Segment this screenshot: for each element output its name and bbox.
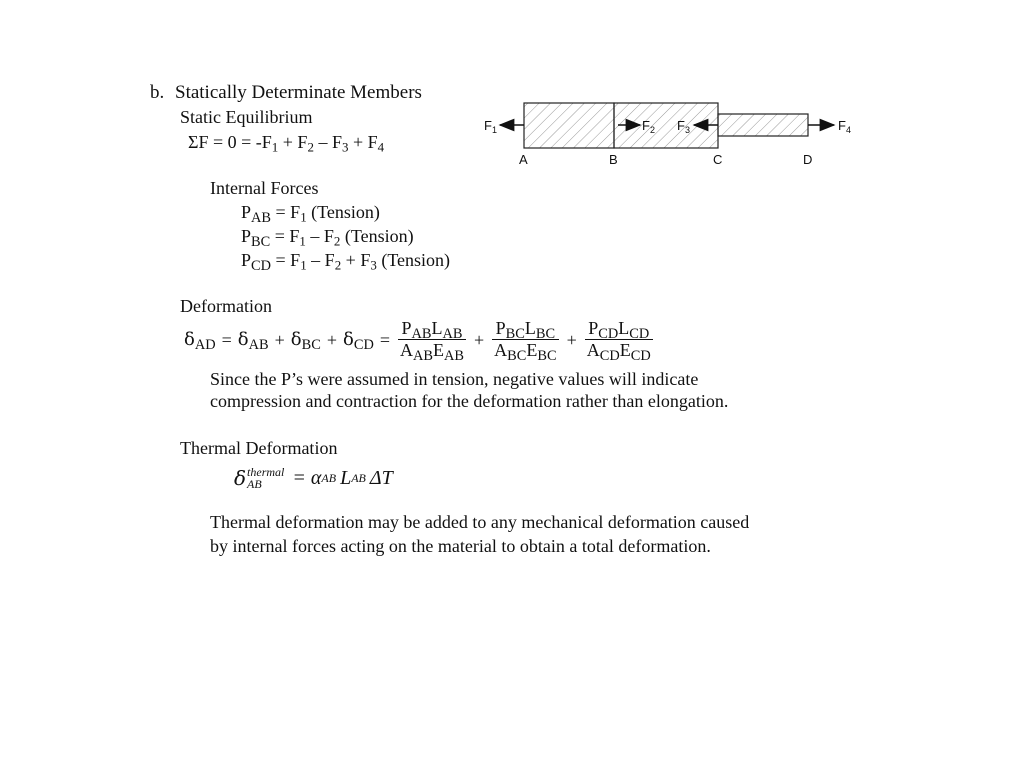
thermal-rhs-alpha: = α [292,467,322,489]
equilibrium-equation [188,131,384,153]
eq-term-3: – F [313,132,342,152]
delta-cd: $\delta_{CD}$ [343,329,374,354]
thermal-equation: δ thermal AB = α AB L AB ΔT [234,465,393,491]
p-symbol: P [241,226,252,246]
plus-f: + F [341,250,371,270]
p-symbol: P [241,202,252,222]
eq-sub-2: 2 [307,139,314,155]
equals-sign: = [221,329,232,350]
bar-force-diagram [478,96,868,172]
deformation-equation [184,318,655,365]
fraction-bc: $\frac{P_{BC}L_{BC}}{A_{BC}E_{BC}}$ [494,318,557,365]
plus-sign: + [474,329,485,350]
equals-sign: = [379,329,390,350]
plus-sign: + [326,329,337,350]
thermal-delta: δ [234,466,247,490]
fraction-cd: $\frac{P_{CD}L_{CD}}{A_{CD}E_{CD}}$ [586,318,651,365]
delta-bc: $\delta_{BC}$ [290,329,321,354]
force-label-f2: $F_2$ [642,118,655,135]
segment-cd [718,114,808,136]
static-equilibrium-title: Static Equilibrium [180,107,313,127]
point-label-c: C [713,152,723,167]
force-label-f1: $F_1$ [484,118,497,135]
p-sub-bc: BC [251,234,271,251]
sub-3: 3 [370,257,377,273]
thermal-note-line-2: by internal forces acting on the material to obtain a total deformation. [210,536,711,556]
thermal-delta-t: ΔT [369,467,393,489]
thermal-deformation-title: Thermal Deformation [180,438,338,458]
tension-cd: (Tension) [376,250,451,270]
point-label-a: A [519,152,528,167]
minus-f: – F [306,250,335,270]
point-label-d: D [803,152,813,167]
thermal-length: L [340,467,352,489]
internal-force-bc [241,225,414,251]
tension-bc: (Tension) [340,226,414,246]
thermal-note-line-1: Thermal deformation may be added to any mechanical deformation caused [210,512,750,532]
p-sub-ab: AB [251,210,272,227]
section-marker: b. [150,82,165,103]
section-heading [150,81,422,104]
sub-2: 2 [334,257,342,273]
internal-force-cd [241,249,451,275]
sub-2: 2 [333,233,341,249]
eq-sub-1: 1 [271,139,279,155]
sub-1: 1 [300,209,307,225]
rhs-ab: = F [271,202,301,222]
internal-forces-title: Internal Forces [210,178,319,198]
eq-lhs: ΣF = 0 = -F [188,132,272,152]
rhs-bc: = F [270,226,300,246]
fraction-ab: $\frac{P_{AB}L_{AB}}{A_{AB}E_{AB}}$ [400,318,464,365]
plus-sign: + [274,329,285,350]
force-label-f4: $F_4$ [838,118,851,135]
sub-1: 1 [300,257,307,273]
p-sub-cd: CD [251,258,272,275]
deformation-note-line-1: Since the P’s were assumed in tension, negative values will indicate [210,369,699,389]
deformation-title: Deformation [180,296,272,316]
delta-ad: $\delta_{AD}$ [184,329,216,354]
minus-f: – F [305,226,334,246]
p-symbol: P [241,250,252,270]
point-label-b: B [609,152,618,167]
segment-ab [524,103,614,148]
sub-1: 1 [299,233,306,249]
force-label-f3: $F_3$ [677,118,690,135]
eq-sub-3: 3 [341,139,349,155]
plus-sign: + [566,329,577,350]
deformation-note-line-2: compression and contraction for the deformation rather than elongation. [210,391,729,411]
thermal-supsub: thermal AB [247,465,285,491]
eq-term-4: + F [348,132,378,152]
eq-sub-4: 4 [377,139,385,155]
section-title: Statically Determinate Members [175,82,422,103]
internal-force-ab [241,201,380,227]
delta-ab: $\delta_{AB}$ [237,329,269,354]
tension-ab: (Tension) [306,202,380,222]
eq-term-2: + F [278,132,308,152]
rhs-cd: = F [271,250,301,270]
